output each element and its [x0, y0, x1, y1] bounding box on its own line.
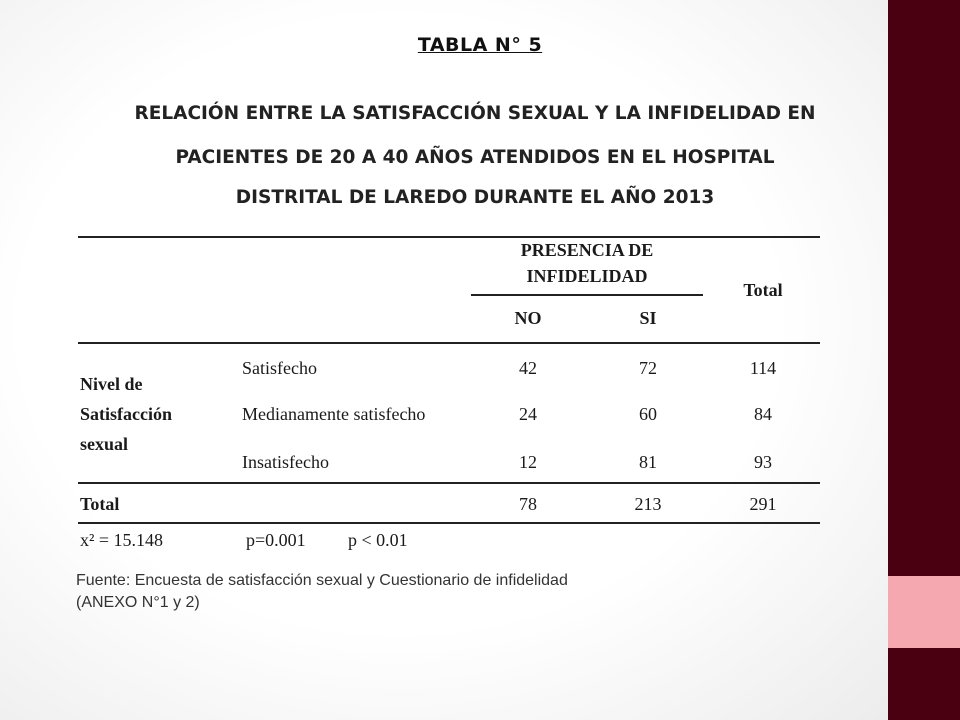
row-label-medianamente: Medianamente satisfecho [242, 404, 426, 424]
group-header-presencia: PRESENCIA DE [520, 240, 654, 260]
cell-satisfecho-total: 114 [749, 358, 777, 378]
header-bottom-rule [78, 342, 820, 344]
table-top-rule [78, 236, 820, 238]
header-no: NO [514, 308, 542, 328]
sidebar-dark-bottom [888, 648, 960, 720]
cell-total-si: 213 [634, 494, 662, 514]
row-label-satisfecho: Satisfecho [242, 358, 317, 378]
cell-insatisfecho-si: 81 [639, 452, 657, 472]
data-table [78, 232, 820, 552]
title-line-1: RELACIÓN ENTRE LA SATISFACCIÓN SEXUAL Y LA INFIDELIDAD EN [134, 103, 816, 124]
source-note [76, 570, 776, 614]
title-line-2: PACIENTES DE 20 A 40 AÑOS ATENDIDOS EN EL HOSPITAL [175, 147, 775, 168]
cell-total-total: 291 [749, 494, 777, 514]
cell-satisfecho-no: 42 [519, 358, 537, 378]
header-total: Total [743, 280, 783, 300]
cell-medianamente-total: 84 [754, 404, 772, 424]
cell-medianamente-no: 24 [519, 404, 537, 424]
group-header-underline [471, 294, 703, 296]
total-top-rule [78, 482, 820, 484]
sidebar-accent-band [888, 576, 960, 648]
row-group-label-1: Nivel de [80, 374, 143, 394]
row-group-label-3: sexual [80, 434, 129, 454]
row-label-total: Total [80, 494, 120, 514]
cell-medianamente-si: 60 [639, 404, 657, 424]
source-line-2: (ANEXO N°1 y 2) [76, 594, 200, 611]
table-number-heading [0, 34, 960, 56]
sidebar-dark-top [888, 0, 960, 576]
stat-p-value: p=0.001 [246, 530, 306, 550]
stat-p-threshold: p < 0.01 [348, 530, 408, 550]
header-si: SI [639, 308, 657, 328]
title-line-3: DISTRITAL DE LAREDO DURANTE EL AÑO 2013 [235, 187, 715, 208]
cell-insatisfecho-no: 12 [519, 452, 537, 472]
total-bottom-rule [78, 522, 820, 524]
cell-total-no: 78 [519, 494, 537, 514]
cell-insatisfecho-total: 93 [754, 452, 772, 472]
source-line-1: Fuente: Encuesta de satisfacción sexual y Cuestionario de infidelidad [76, 572, 568, 589]
row-group-label-2: Satisfacción [80, 404, 172, 424]
cell-satisfecho-si: 72 [639, 358, 657, 378]
stat-chi-square: x² = 15.148 [80, 530, 164, 550]
table-number-text: TABLA N° 5 [417, 34, 543, 56]
row-label-insatisfecho: Insatisfecho [242, 452, 329, 472]
group-header-infidelidad: INFIDELIDAD [526, 266, 648, 286]
